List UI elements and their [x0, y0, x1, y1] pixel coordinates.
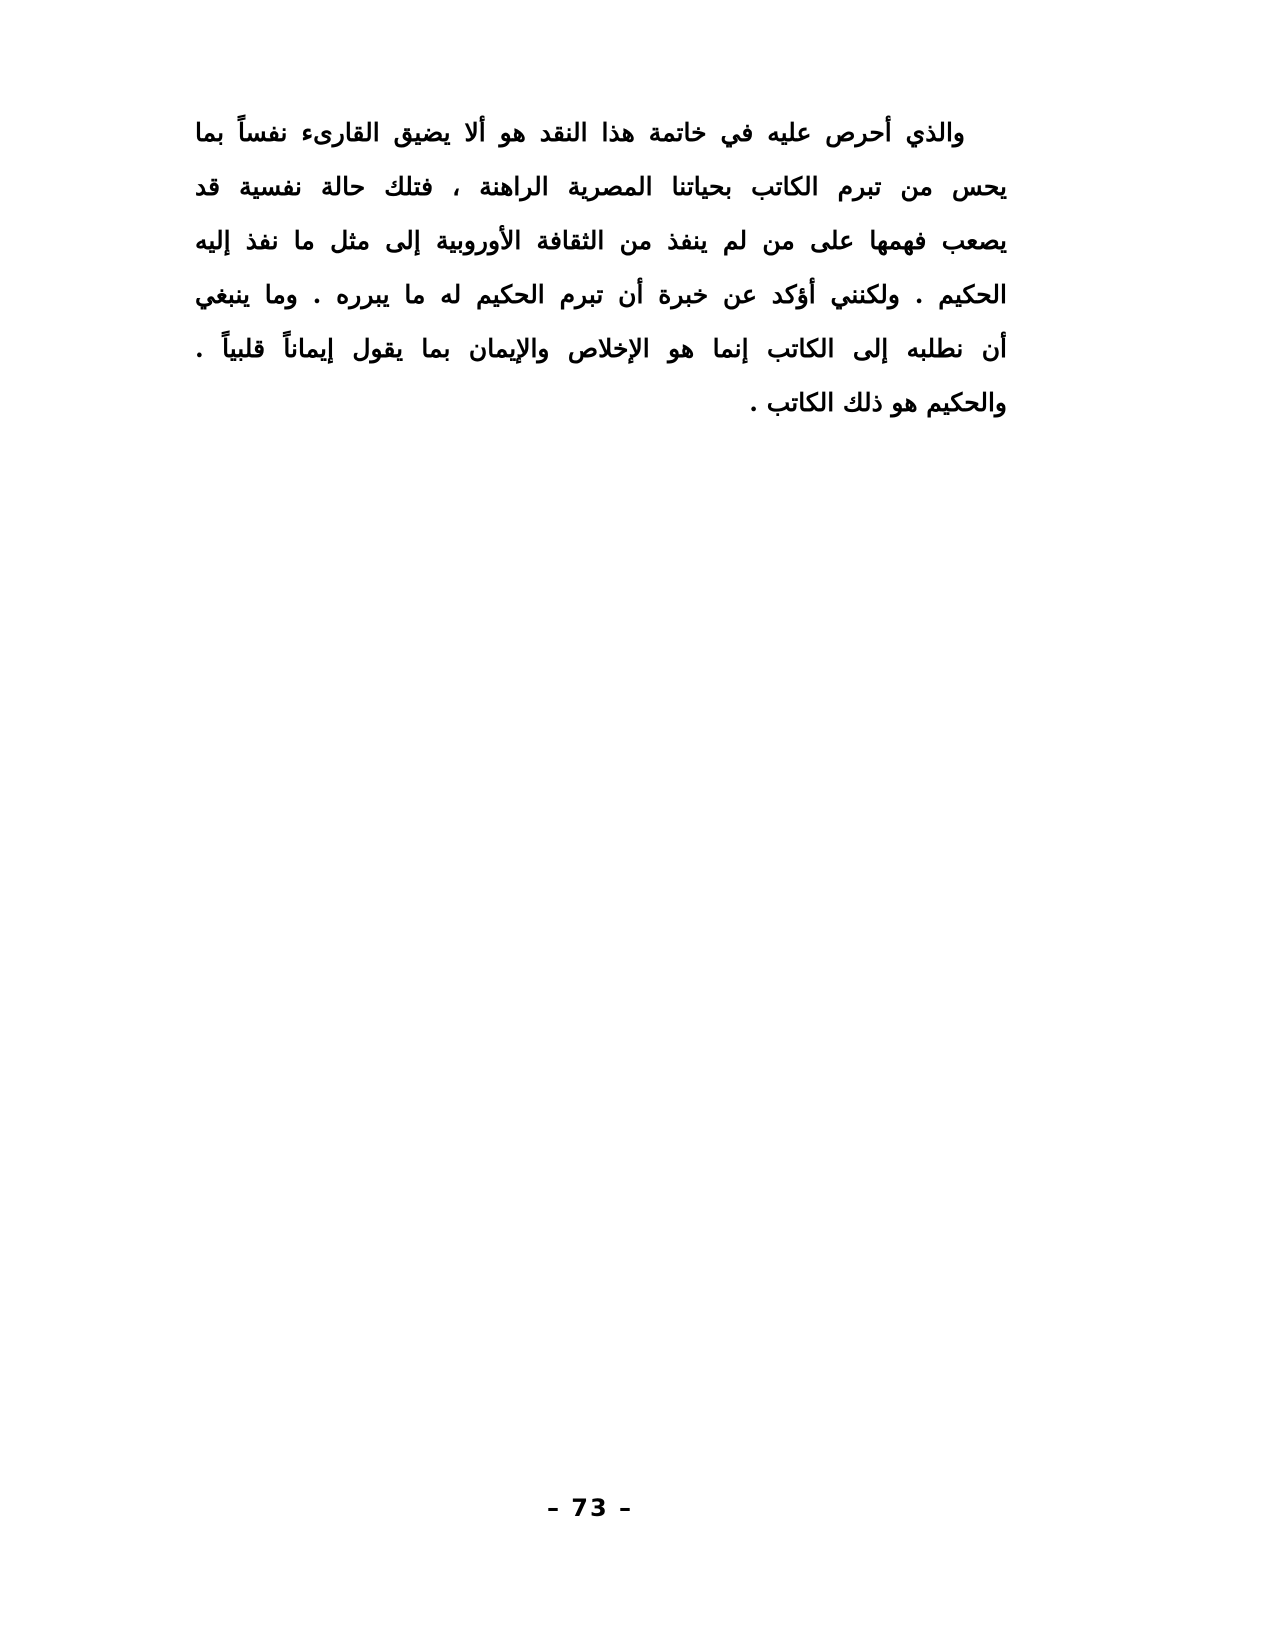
paragraph-line-4: الحكيم . ولكنني أؤكد عن خبرة أن تبرم الحكيم له ما يبرره . وما ينبغي [195, 280, 1007, 309]
paragraph-line-3: يصعب فهمها على من لم ينفذ من الثقافة الأوروبية إلى مثل ما نفذ إليه [195, 226, 1007, 255]
paragraph-line-1: والذي أحرص عليه في خاتمة هذا النقد هو ألا يضيق القارىء نفساً بما [195, 118, 965, 147]
page-number: – 73 – [546, 1494, 634, 1522]
paragraph-line-5: أن نطلبه إلى الكاتب إنما هو الإخلاص والإيمان بما يقول إيماناً قلبياً . [195, 334, 1007, 363]
body-paragraph [195, 106, 1007, 430]
paragraph-line-2: يحس من تبرم الكاتب بحياتنا المصرية الراهنة ، فتلك حالة نفسية قد [195, 172, 1007, 201]
paragraph-line-6: والحكيم هو ذلك الكاتب . [749, 388, 1007, 417]
